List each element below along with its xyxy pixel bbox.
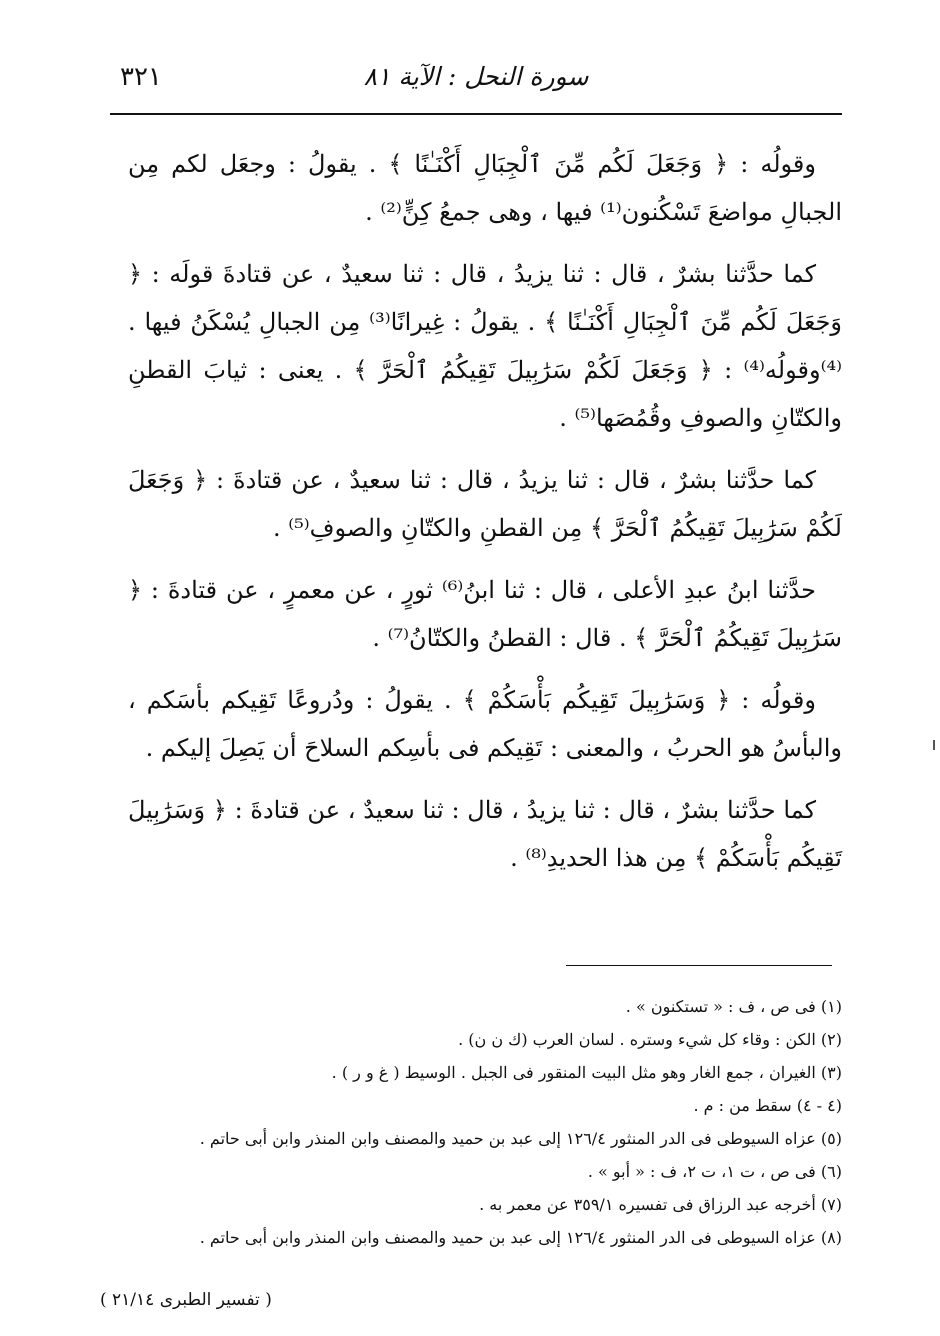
- footnote: (٤ - ٤) سقط من : م .: [693, 1096, 842, 1115]
- paragraph: [128, 456, 842, 552]
- paragraph: [128, 676, 842, 772]
- paragraph: [128, 140, 842, 236]
- body-text: [128, 140, 842, 896]
- footnote: (٢) الكن : وقاء كل شيء وستره . لسان العرب (ك ن ن) .: [458, 1030, 842, 1049]
- paragraph-text: كما حدَّثنا بشرٌ ، قال : ثنا يزيدُ ، قال : ثنا سعيدٌ ، عن قتادةَ قولَه : ﴿ وَجَعَلَ لَكُم مِّنَ ٱلْجِبَالِ أَكْنَـٰنًا ﴾ . يقولُ : غِيرانًا⁽³⁾ مِن الجبالِ يُسْكَنُ فيها . ⁽⁴⁾وقولُه⁽⁴⁾ : ﴿ وَجَعَلَ لَكُمْ سَرَٰبِيلَ تَقِيكُمُ ٱلْحَرَّ ﴾ . يعنى : ثيابَ القطنِ والكتّانِ والصوفِ وقُمُصَها⁽⁵⁾ .: [128, 260, 843, 432]
- paragraph: [128, 566, 842, 662]
- footer-signature: ( تفسير الطبرى ٢١/١٤ ): [100, 1290, 272, 1310]
- footnote: (٨) عزاه السيوطى فى الدر المنثور ١٢٦/٤ إلى عبد بن حميد والمصنف وابن المنذر وابن أبى حاتم .: [199, 1228, 842, 1247]
- footnote-rule: [566, 965, 832, 966]
- page-number: ٣٢١: [120, 62, 162, 92]
- footnote: (١) فى ص ، ف : « تستكنون » .: [625, 997, 842, 1016]
- running-title: سورة النحل : الآية ٨١: [363, 62, 589, 91]
- paragraph-text: وقولُه : ﴿ وَسَرَٰبِيلَ تَقِيكُم بَأْسَكُمْ ﴾ . يقولُ : ودُروعًا تَقِيكم بأسَكم ، والبأسُ هو الحربُ ، والمعنى : تَقِيكم فى بأسِكم السلاحَ أن يَصِلَ إليكم .: [128, 686, 842, 762]
- paragraph-text: حدَّثنا ابنُ عبدِ الأعلى ، قال : ثنا ابنُ⁽⁶⁾ ثورٍ ، عن معمرٍ ، عن قتادةَ : ﴿ سَرَٰبِيلَ تَقِيكُمُ ٱلْحَرَّ ﴾ . قال : القطنُ والكتّانُ⁽⁷⁾ .: [128, 576, 842, 652]
- footnote: (٥) عزاه السيوطى فى الدر المنثور ١٢٦/٤ إلى عبد بن حميد والمصنف وابن المنذر وابن أبى حاتم .: [199, 1129, 842, 1148]
- paragraph: [128, 786, 842, 882]
- footnotes: [128, 990, 842, 1254]
- header-rule: [110, 113, 842, 115]
- footnote: (٣) الغيران ، جمع الغار وهو مثل البيت المنقور فى الجبل . الوسيط ( غ و ر ) .: [331, 1063, 842, 1082]
- footnote: (٧) أخرجه عبد الرزاق فى تفسيره ٣٥٩/١ عن معمر به .: [479, 1195, 842, 1214]
- paragraph-text: كما حدَّثنا بشرٌ ، قال : ثنا يزيدُ ، قال : ثنا سعيدٌ ، عن قتادةَ : ﴿ وَجَعَلَ لَكُمْ سَرَٰبِيلَ تَقِيكُمُ ٱلْحَرَّ ﴾ مِن القطنِ والكتّانِ والصوفِ⁽⁵⁾ .: [128, 466, 842, 542]
- footnote: (٦) فى ص ، ت ١، ت ٢، ف : « أبو » .: [587, 1162, 842, 1181]
- page-header: [110, 58, 842, 108]
- margin-mark: [933, 740, 935, 750]
- paragraph: [128, 250, 842, 442]
- paragraph-text: وقولُه : ﴿ وَجَعَلَ لَكُم مِّنَ ٱلْجِبَالِ أَكْنَـٰنًا ﴾ . يقولُ : وجعَل لكم مِن الجبالِ مواضعَ تَسْكُنون⁽¹⁾ فيها ، وهى جمعُ كِنٍّ⁽²⁾ .: [128, 150, 842, 226]
- paragraph-text: كما حدَّثنا بشرٌ ، قال : ثنا يزيدُ ، قال : ثنا سعيدٌ ، عن قتادةَ : ﴿ وَسَرَٰبِيلَ تَقِيكُم بَأْسَكُمْ ﴾ مِن هذا الحديدِ⁽⁸⁾ .: [128, 796, 842, 872]
